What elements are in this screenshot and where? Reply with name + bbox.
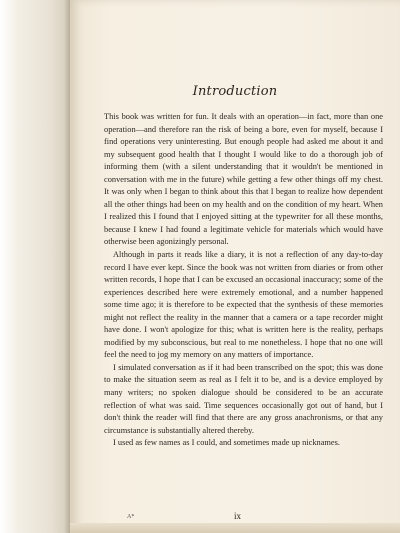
paragraph-1: This book was written for fun. It deals with an operation—in fact, more than one operation—and therefore ran the risk of being a bore, even for myself, because I find operations very uninteresting. But enough people had asked me about it and my subsequent good health that I thought I would like to do a thorough job of informing them (with a silent understanding that it wouldn't be mentioned in conversation with me in the future) while getting a few other things off my chest. It was only when I began to think about this that I began to realize how dependent all the other things had been on my health and on the condition of my heart. When I realized this I found that I enjoyed sitting at the typewriter for all these months, because I knew I had found a legitimate vehicle for materials which would have otherwise been agonizingly personal. xyxy=(104,112,383,247)
paragraph-4: I used as few names as I could, and sometimes made up nicknames. xyxy=(113,438,340,448)
page-bottom-edge xyxy=(70,523,400,533)
page-number: ix xyxy=(234,511,242,521)
facing-page-edge xyxy=(0,0,70,533)
paragraph-3: I simulated conversation as if it had been transcribed on the spot; this was done to make the situation seem as real as I felt it to be, and is a device employed by many writers; no spoken dialogue should be considered to be an accurate reflection of what was said. Time sequences occasionally got out of hand, but I don't think the reader will find that there are any gross anachronisms, or that any circumstance is substantially altered thereby. xyxy=(104,362,383,435)
body-text xyxy=(104,111,383,450)
printer-signature-mark: A* xyxy=(127,514,135,520)
chapter-title: Introduction xyxy=(192,84,278,99)
paragraph-2: Although in parts it reads like a diary, it is not a reflection of any day-to-day record I have ever kept. Since the book was not written from diaries or from other written records, I hope that I can be excused an occasional inaccuracy; some of the experiences described here were extremely emotional, and a number happened some time ago; it is therefore to be expected that the synthesis of these memories might not reflect the reality in the manner that a camera or a tape recorder might have done. I won't apologize for this; what is written here is the reality, perhaps modified by my subconscious, but real to me nonetheless. I hope that no one will feel the need to jog my memory on any matters of importance. xyxy=(104,250,383,360)
